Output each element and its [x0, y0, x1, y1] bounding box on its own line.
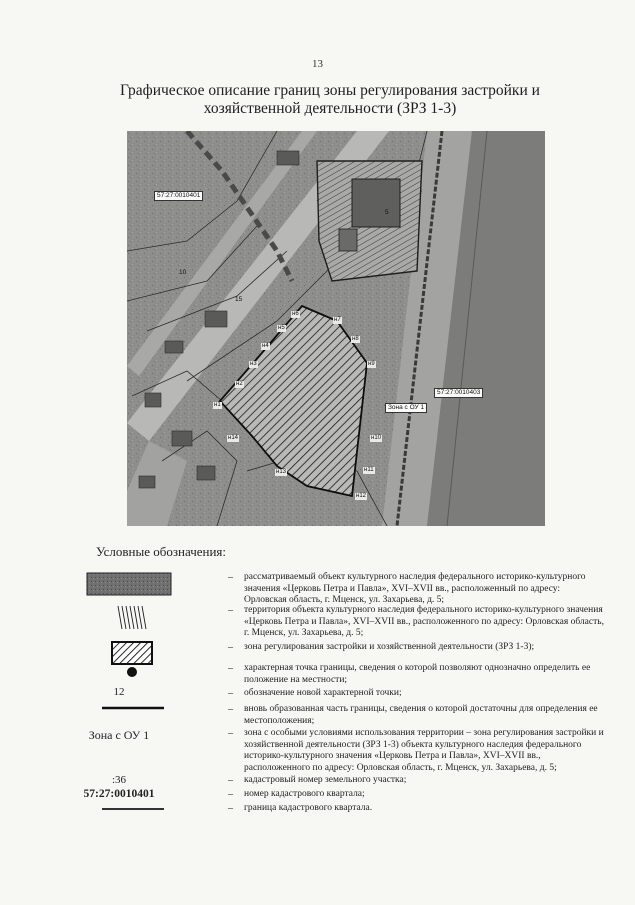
legend-text: кадастровый номер земельного участка;	[244, 775, 407, 785]
legend-heading: Условные обозначения:	[96, 544, 227, 559]
point-label: н8	[352, 336, 359, 342]
point-label: н6	[292, 311, 299, 317]
object-fill-swatch	[86, 572, 172, 596]
point-label: н10	[371, 435, 381, 441]
legend-text: территория объекта культурного наследия федерального историко-культурного значения «Церковь Петра и Павла», XVI–XVII вв., расположенного по адресу: Орловская область, г. Мценск, ул. Захарьева, д. 5;	[244, 605, 604, 638]
building	[339, 229, 357, 251]
legend-text: зона регулирования застройки и хозяйственной деятельности (ЗРЗ 1-3);	[244, 642, 535, 652]
legend-dash: –	[228, 688, 233, 699]
legend-text: обозначение новой характерной точки;	[244, 688, 402, 698]
point-label: н7	[334, 317, 341, 323]
point-number-sample: 12	[113, 686, 125, 698]
title-line-2: хозяйственной деятельности (ЗРЗ 1-3)	[203, 100, 457, 117]
legend-row-boundary	[66, 704, 606, 730]
point-label: н2	[236, 381, 243, 387]
point-label: н5	[278, 325, 285, 331]
page-number: 13	[312, 58, 323, 70]
legend-text: рассматриваемый объект культурного наследия федерального историко-культурного значения «Церковь Петра и Павла», XVI–XVII вв., расположенный по адресу: Орловская область, г. Мценск, ул. Захарьева, д. 5;	[244, 572, 586, 605]
boundary-point-symbol	[86, 665, 172, 679]
legend-row-quarter-boundary	[66, 803, 606, 817]
legend-text: зона с особыми условиями использования территории – зона регулирования застройки и хозяйственной деятельности (ЗРЗ 1-3) объекта культурного наследия федерального историко-культурного значения «Церковь Петра и Павла», XVI–XVII вв., расположенного по адресу: Орловская область, г. Мценск, ул. Захарьева, д. 5;	[244, 728, 604, 773]
point-label: н14	[228, 435, 238, 441]
legend-row-lot-number	[66, 775, 606, 789]
legend-dash: –	[228, 642, 233, 653]
legend-dash: –	[228, 775, 233, 786]
zone-label-sample: Зона с ОУ 1	[88, 728, 150, 742]
legend-row-special-zone	[66, 728, 606, 776]
title-line-1: Графическое описание границ зоны регулирования застройки и	[120, 82, 540, 99]
legend-dash: –	[228, 663, 233, 674]
quarter-label-north: 57:27:0010401	[154, 191, 203, 201]
territory-hatch-swatch	[86, 603, 172, 633]
legend-text: вновь образованная часть границы, сведения о которой достаточны для определения ее местоположения;	[244, 704, 598, 726]
quarter-number-sample: 57:27:0010401	[83, 788, 155, 800]
point-label: н3	[250, 361, 257, 367]
point-label: н9	[368, 361, 375, 367]
legend-row-quarter-number	[66, 789, 606, 803]
new-boundary-line-symbol	[86, 704, 172, 712]
legend-dash: –	[228, 704, 233, 715]
legend-dash: –	[228, 803, 233, 814]
legend-dash: –	[228, 572, 233, 583]
lot-label: 10	[179, 269, 187, 276]
point-label: н13	[276, 469, 286, 475]
legend-dash: –	[228, 789, 233, 800]
lot-label: 5	[385, 209, 389, 216]
lot-number-sample: :36	[111, 774, 127, 786]
legend-text: характерная точка границы, сведения о которой позволяют однозначно определить ее положение на местности;	[244, 663, 591, 685]
point-label: н1	[214, 402, 221, 408]
point-label: н12	[356, 493, 366, 499]
point-label: н4	[262, 343, 269, 349]
zone-label: Зона с ОУ 1	[385, 403, 427, 413]
page-title	[100, 82, 560, 118]
legend-row-point-label	[66, 688, 606, 704]
cadastral-map	[127, 131, 545, 526]
lot-label: 15	[235, 296, 243, 303]
legend-text: граница кадастрового квартала.	[244, 803, 373, 813]
quarter-label-east: 57:27:0010403	[434, 388, 483, 398]
quarter-boundary-line-symbol	[86, 805, 172, 813]
church-object	[352, 179, 400, 227]
point-label: н11	[364, 467, 374, 473]
legend-dash: –	[228, 728, 233, 739]
legend-row-territory	[66, 605, 606, 641]
legend-dash: –	[228, 605, 233, 616]
legend-text: номер кадастрового квартала;	[244, 789, 365, 799]
